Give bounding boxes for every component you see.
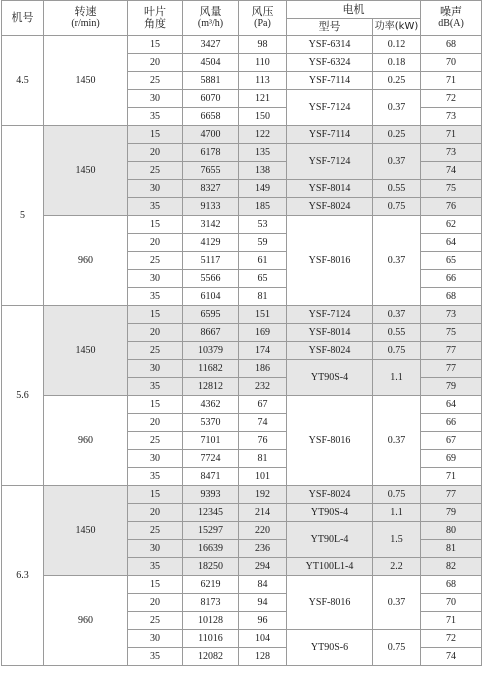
airflow-cell: 8667 [183,324,239,342]
motor-power-cell: 1.1 [373,360,421,396]
noise-cell: 71 [421,612,482,630]
pressure-cell: 128 [239,648,287,666]
noise-cell: 66 [421,414,482,432]
angle-cell: 35 [128,288,183,306]
motor-type-cell: YSF-6314 [287,36,373,54]
noise-cell: 75 [421,324,482,342]
motor-type-cell: YSF-7114 [287,126,373,144]
speed-cell: 1450 [44,36,128,126]
airflow-cell: 6070 [183,90,239,108]
motor-type-cell: YT90L-4 [287,522,373,558]
header-noise-unit: dB(A) [438,18,464,29]
table-row [2,306,482,324]
airflow-cell: 6104 [183,288,239,306]
pressure-cell: 96 [239,612,287,630]
angle-cell: 35 [128,648,183,666]
airflow-cell: 11016 [183,630,239,648]
airflow-cell: 4504 [183,54,239,72]
motor-power-cell: 0.37 [373,396,421,486]
pressure-cell: 220 [239,522,287,540]
motor-power-cell: 0.75 [373,486,421,504]
angle-cell: 30 [128,270,183,288]
angle-cell: 20 [128,144,183,162]
motor-power-cell: 2.2 [373,558,421,576]
angle-cell: 15 [128,36,183,54]
airflow-cell: 8327 [183,180,239,198]
motor-type-cell: YSF-8014 [287,324,373,342]
angle-cell: 25 [128,522,183,540]
angle-cell: 25 [128,72,183,90]
noise-cell: 71 [421,468,482,486]
speed-cell: 960 [44,576,128,666]
pressure-cell: 121 [239,90,287,108]
angle-cell: 20 [128,504,183,522]
airflow-cell: 5117 [183,252,239,270]
speed-cell: 1450 [44,486,128,576]
noise-cell: 77 [421,486,482,504]
motor-type-cell: YSF-8014 [287,180,373,198]
motor-power-cell: 0.25 [373,72,421,90]
airflow-cell: 5566 [183,270,239,288]
noise-cell: 62 [421,216,482,234]
angle-cell: 20 [128,234,183,252]
table-row [2,126,482,144]
pressure-cell: 61 [239,252,287,270]
noise-cell: 64 [421,396,482,414]
pressure-cell: 110 [239,54,287,72]
table-row [2,36,482,54]
noise-cell: 79 [421,378,482,396]
motor-type-cell: YSF-7124 [287,90,373,126]
motor-power-cell: 0.37 [373,90,421,126]
motor-type-cell: YSF-8024 [287,342,373,360]
airflow-cell: 3142 [183,216,239,234]
table-row [2,396,482,414]
motor-power-cell: 0.75 [373,342,421,360]
motor-type-cell: YSF-8016 [287,216,373,306]
airflow-cell: 9393 [183,486,239,504]
pressure-cell: 150 [239,108,287,126]
noise-cell: 68 [421,288,482,306]
speed-cell: 960 [44,396,128,486]
noise-cell: 71 [421,72,482,90]
airflow-cell: 8173 [183,594,239,612]
header-pressure: 风压 (Pa) [239,1,287,36]
angle-cell: 30 [128,450,183,468]
pressure-cell: 98 [239,36,287,54]
pressure-cell: 53 [239,216,287,234]
pressure-cell: 174 [239,342,287,360]
table-row [2,576,482,594]
airflow-cell: 15297 [183,522,239,540]
airflow-cell: 16639 [183,540,239,558]
angle-cell: 35 [128,108,183,126]
noise-cell: 69 [421,450,482,468]
pressure-cell: 236 [239,540,287,558]
model-cell: 5 [2,126,44,306]
angle-cell: 35 [128,468,183,486]
noise-cell: 79 [421,504,482,522]
pressure-cell: 81 [239,450,287,468]
airflow-cell: 4700 [183,126,239,144]
airflow-cell: 7655 [183,162,239,180]
airflow-cell: 6219 [183,576,239,594]
model-cell: 6.3 [2,486,44,666]
table-row [2,486,482,504]
angle-cell: 35 [128,558,183,576]
noise-cell: 76 [421,198,482,216]
airflow-cell: 12082 [183,648,239,666]
pressure-cell: 101 [239,468,287,486]
motor-power-cell: 0.55 [373,180,421,198]
model-cell: 5.6 [2,306,44,486]
pressure-cell: 94 [239,594,287,612]
motor-type-cell: YSF-8016 [287,396,373,486]
airflow-cell: 12812 [183,378,239,396]
angle-cell: 15 [128,126,183,144]
airflow-cell: 11682 [183,360,239,378]
angle-cell: 20 [128,324,183,342]
motor-type-cell: YSF-7114 [287,72,373,90]
angle-cell: 15 [128,216,183,234]
header-motor: 电机 [287,1,421,19]
noise-cell: 65 [421,252,482,270]
pressure-cell: 138 [239,162,287,180]
noise-cell: 77 [421,342,482,360]
noise-cell: 75 [421,180,482,198]
noise-cell: 80 [421,522,482,540]
pressure-cell: 232 [239,378,287,396]
noise-cell: 70 [421,54,482,72]
angle-cell: 30 [128,630,183,648]
motor-power-cell: 0.18 [373,54,421,72]
motor-power-cell: 0.37 [373,144,421,180]
pressure-cell: 169 [239,324,287,342]
pressure-cell: 59 [239,234,287,252]
airflow-cell: 10128 [183,612,239,630]
angle-cell: 15 [128,306,183,324]
angle-cell: 15 [128,486,183,504]
motor-type-cell: YSF-8024 [287,198,373,216]
pressure-cell: 81 [239,288,287,306]
noise-cell: 81 [421,540,482,558]
motor-type-cell: YT100L1-4 [287,558,373,576]
motor-type-cell: YT90S-4 [287,360,373,396]
pressure-cell: 192 [239,486,287,504]
pressure-cell: 214 [239,504,287,522]
pressure-cell: 294 [239,558,287,576]
header-pressure-unit: (Pa) [254,18,271,29]
motor-power-cell: 0.37 [373,576,421,630]
noise-cell: 73 [421,306,482,324]
pressure-cell: 149 [239,180,287,198]
fan-performance-table [1,0,482,666]
header-model: 机号 [2,1,44,36]
motor-type-cell: YSF-7124 [287,306,373,324]
motor-type-cell: YSF-8016 [287,576,373,630]
pressure-cell: 135 [239,144,287,162]
motor-type-cell: YT90S-4 [287,504,373,522]
angle-cell: 20 [128,414,183,432]
angle-cell: 20 [128,54,183,72]
angle-cell: 25 [128,162,183,180]
noise-cell: 74 [421,648,482,666]
airflow-cell: 9133 [183,198,239,216]
noise-cell: 70 [421,594,482,612]
header-motor-type: 型号 [287,19,373,36]
speed-cell: 1450 [44,306,128,396]
noise-cell: 82 [421,558,482,576]
motor-power-cell: 0.75 [373,630,421,666]
noise-cell: 73 [421,144,482,162]
speed-cell: 960 [44,216,128,306]
motor-type-cell: YT90S-6 [287,630,373,666]
table-header [2,1,482,36]
header-airflow: 风量 (m³/h) [183,1,239,36]
header-speed-unit: (r/min) [71,18,100,29]
pressure-cell: 76 [239,432,287,450]
noise-cell: 72 [421,90,482,108]
motor-power-cell: 0.37 [373,306,421,324]
motor-power-cell: 0.55 [373,324,421,342]
pressure-cell: 104 [239,630,287,648]
pressure-cell: 65 [239,270,287,288]
airflow-cell: 4129 [183,234,239,252]
motor-type-cell: YSF-8024 [287,486,373,504]
pressure-cell: 122 [239,126,287,144]
header-speed: 转速 (r/min) [44,1,128,36]
motor-power-cell: 0.75 [373,198,421,216]
pressure-cell: 84 [239,576,287,594]
noise-cell: 66 [421,270,482,288]
noise-cell: 67 [421,432,482,450]
motor-power-cell: 0.12 [373,36,421,54]
angle-cell: 20 [128,594,183,612]
noise-cell: 72 [421,630,482,648]
airflow-cell: 5881 [183,72,239,90]
angle-cell: 25 [128,252,183,270]
airflow-cell: 18250 [183,558,239,576]
angle-cell: 25 [128,432,183,450]
airflow-cell: 7724 [183,450,239,468]
airflow-cell: 8471 [183,468,239,486]
table-body [2,36,482,666]
speed-cell: 1450 [44,126,128,216]
pressure-cell: 151 [239,306,287,324]
header-noise: 噪声 dB(A) [421,1,482,36]
angle-cell: 30 [128,90,183,108]
angle-cell: 30 [128,180,183,198]
angle-cell: 25 [128,612,183,630]
header-blade-angle: 叶片 角度 [128,1,183,36]
pressure-cell: 67 [239,396,287,414]
noise-cell: 68 [421,576,482,594]
noise-cell: 71 [421,126,482,144]
motor-power-cell: 0.37 [373,216,421,306]
pressure-cell: 74 [239,414,287,432]
noise-cell: 68 [421,36,482,54]
model-cell: 4.5 [2,36,44,126]
pressure-cell: 113 [239,72,287,90]
table-row [2,216,482,234]
noise-cell: 77 [421,360,482,378]
angle-cell: 30 [128,540,183,558]
noise-cell: 73 [421,108,482,126]
angle-cell: 30 [128,360,183,378]
airflow-cell: 3427 [183,36,239,54]
airflow-cell: 4362 [183,396,239,414]
angle-cell: 15 [128,396,183,414]
motor-type-cell: YSF-6324 [287,54,373,72]
pressure-cell: 185 [239,198,287,216]
airflow-cell: 5370 [183,414,239,432]
angle-cell: 15 [128,576,183,594]
motor-power-cell: 1.1 [373,504,421,522]
airflow-cell: 10379 [183,342,239,360]
airflow-cell: 12345 [183,504,239,522]
airflow-cell: 7101 [183,432,239,450]
angle-cell: 35 [128,378,183,396]
angle-cell: 35 [128,198,183,216]
motor-power-cell: 1.5 [373,522,421,558]
airflow-cell: 6595 [183,306,239,324]
noise-cell: 64 [421,234,482,252]
airflow-cell: 6178 [183,144,239,162]
pressure-cell: 186 [239,360,287,378]
header-airflow-unit: (m³/h) [197,18,224,29]
motor-power-cell: 0.25 [373,126,421,144]
header-motor-power: 功率(kW) [373,19,421,36]
airflow-cell: 6658 [183,108,239,126]
angle-cell: 25 [128,342,183,360]
noise-cell: 74 [421,162,482,180]
motor-type-cell: YSF-7124 [287,144,373,180]
